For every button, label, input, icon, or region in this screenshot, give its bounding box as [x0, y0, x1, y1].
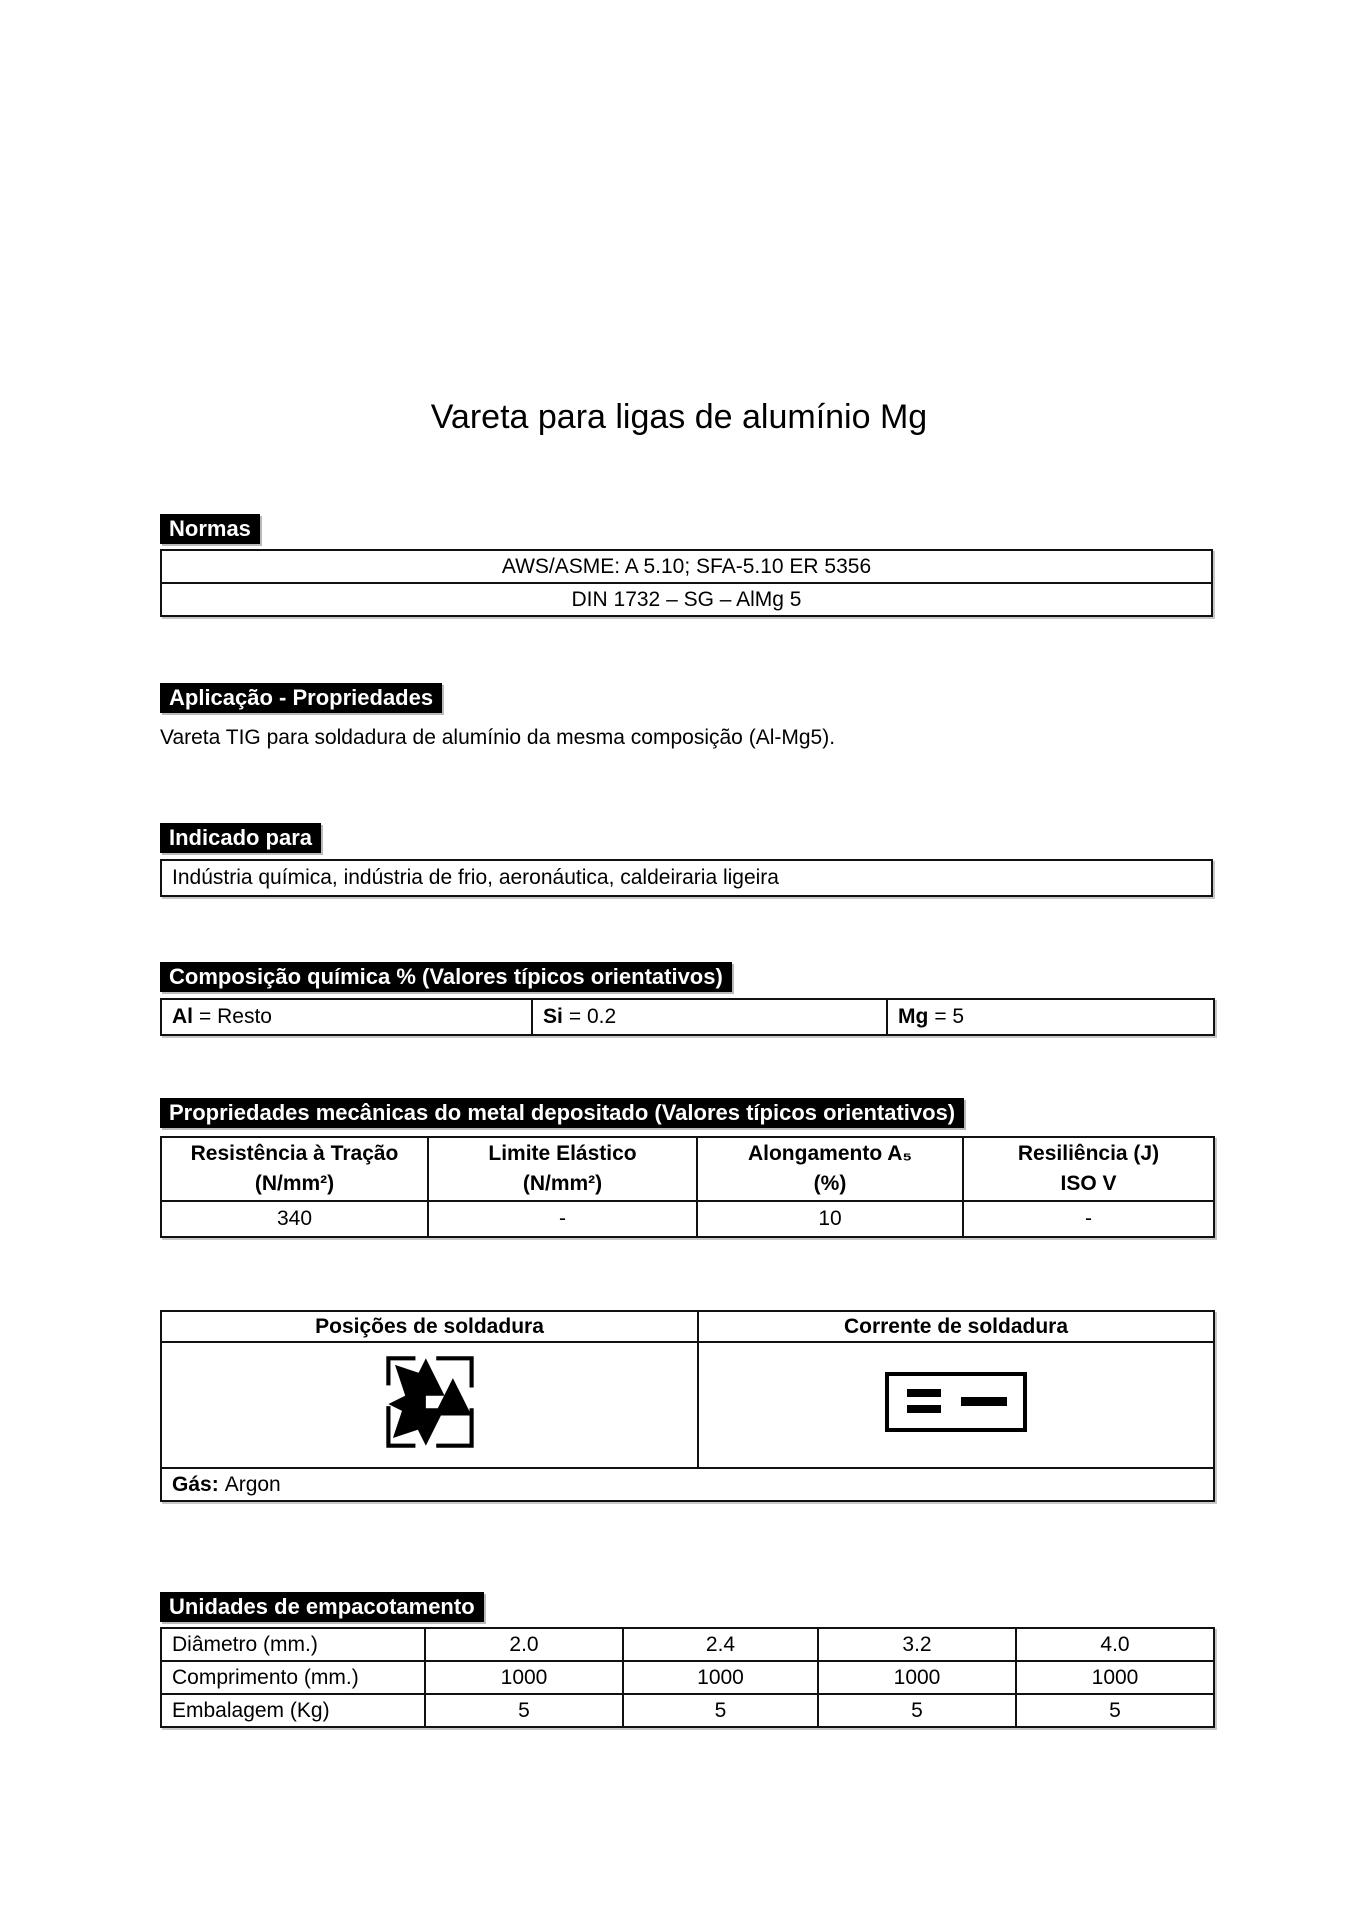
mecanicas-value: -	[428, 1201, 697, 1237]
length-value: 1000	[425, 1661, 623, 1694]
element-value: = 5	[934, 1005, 965, 1028]
indicado-table	[160, 859, 1213, 897]
package-value: 5	[425, 1694, 623, 1727]
indicado-text: Indústria química, indústria de frio, aeronáutica, caldeiraria ligeira	[161, 860, 1212, 896]
header-line: Alongamento A₅	[747, 1142, 912, 1165]
gas-label: Gás:	[172, 1472, 219, 1496]
current-cell	[698, 1342, 1214, 1468]
diameter-value: 3.2	[818, 1628, 1016, 1661]
table-row	[161, 1628, 1214, 1661]
mecanicas-value: 340	[161, 1201, 428, 1237]
gas-value: Argon	[224, 1472, 281, 1496]
empacotamento-table	[160, 1627, 1215, 1728]
empacotamento-row-label: Embalagem (Kg)	[161, 1694, 425, 1727]
diameter-value: 2.4	[623, 1628, 818, 1661]
normas-row-din: DIN 1732 – SG – AlMg 5	[161, 583, 1212, 616]
section-label-normas: Normas	[160, 514, 260, 544]
mecanicas-value: 10	[697, 1201, 963, 1237]
element-value: = Resto	[199, 1005, 272, 1028]
section-label-empacotamento: Unidades de empacotamento	[160, 1592, 484, 1622]
package-value: 5	[1016, 1694, 1214, 1727]
table-row	[161, 1661, 1214, 1694]
welding-positions-icon	[380, 1350, 480, 1454]
mecanicas-col-header	[428, 1137, 697, 1201]
length-value: 1000	[818, 1661, 1016, 1694]
header-line: Resistência à Tração	[190, 1142, 399, 1165]
header-line: (N/mm²)	[522, 1172, 603, 1195]
header-line: Resiliência (J)	[1017, 1142, 1160, 1165]
section-label-aplicacao: Aplicação - Propriedades	[160, 683, 442, 713]
header-line: (N/mm²)	[254, 1172, 335, 1195]
composicao-cell-si	[532, 999, 887, 1035]
composicao-table	[160, 998, 1215, 1036]
section-label-mecanicas: Propriedades mecânicas do metal depositado (Valores típicos orientativos)	[160, 1098, 964, 1128]
table-row	[161, 1694, 1214, 1727]
gas-cell	[161, 1468, 1214, 1501]
empacotamento-row-label: Comprimento (mm.)	[161, 1661, 425, 1694]
element-symbol: Mg	[898, 1005, 929, 1028]
mecanicas-value: -	[963, 1201, 1214, 1237]
page-title: Vareta para ligas de alumínio Mg	[430, 398, 928, 436]
composicao-cell-al	[161, 999, 532, 1035]
mecanicas-col-header	[697, 1137, 963, 1201]
soldadura-table	[160, 1310, 1215, 1502]
mecanicas-col-header	[963, 1137, 1214, 1201]
normas-table	[160, 549, 1213, 617]
diameter-value: 2.0	[425, 1628, 623, 1661]
diameter-value: 4.0	[1016, 1628, 1214, 1661]
element-symbol: Si	[543, 1005, 563, 1028]
empacotamento-row-label: Diâmetro (mm.)	[161, 1628, 425, 1661]
package-value: 5	[818, 1694, 1016, 1727]
positions-header: Posições de soldadura	[161, 1311, 698, 1342]
current-header: Corrente de soldadura	[698, 1311, 1214, 1342]
section-label-indicado: Indicado para	[160, 823, 321, 853]
length-value: 1000	[623, 1661, 818, 1694]
package-value: 5	[623, 1694, 818, 1727]
aplicacao-text: Vareta TIG para soldadura de alumínio da mesma composição (Al-Mg5).	[160, 726, 836, 749]
element-value: = 0.2	[568, 1005, 617, 1028]
length-value: 1000	[1016, 1661, 1214, 1694]
header-line: (%)	[813, 1172, 847, 1195]
mecanicas-table	[160, 1136, 1215, 1238]
section-label-composicao: Composição química % (Valores típicos orientativos)	[160, 962, 732, 992]
normas-row-aws: AWS/ASME: A 5.10; SFA-5.10 ER 5356	[161, 550, 1212, 583]
composicao-cell-mg	[887, 999, 1214, 1035]
element-symbol: Al	[172, 1005, 193, 1028]
positions-cell	[161, 1342, 698, 1468]
header-line: ISO V	[1060, 1172, 1117, 1195]
mecanicas-col-header	[161, 1137, 428, 1201]
header-line: Limite Elástico	[488, 1142, 637, 1165]
dc-current-icon	[885, 1372, 1027, 1432]
